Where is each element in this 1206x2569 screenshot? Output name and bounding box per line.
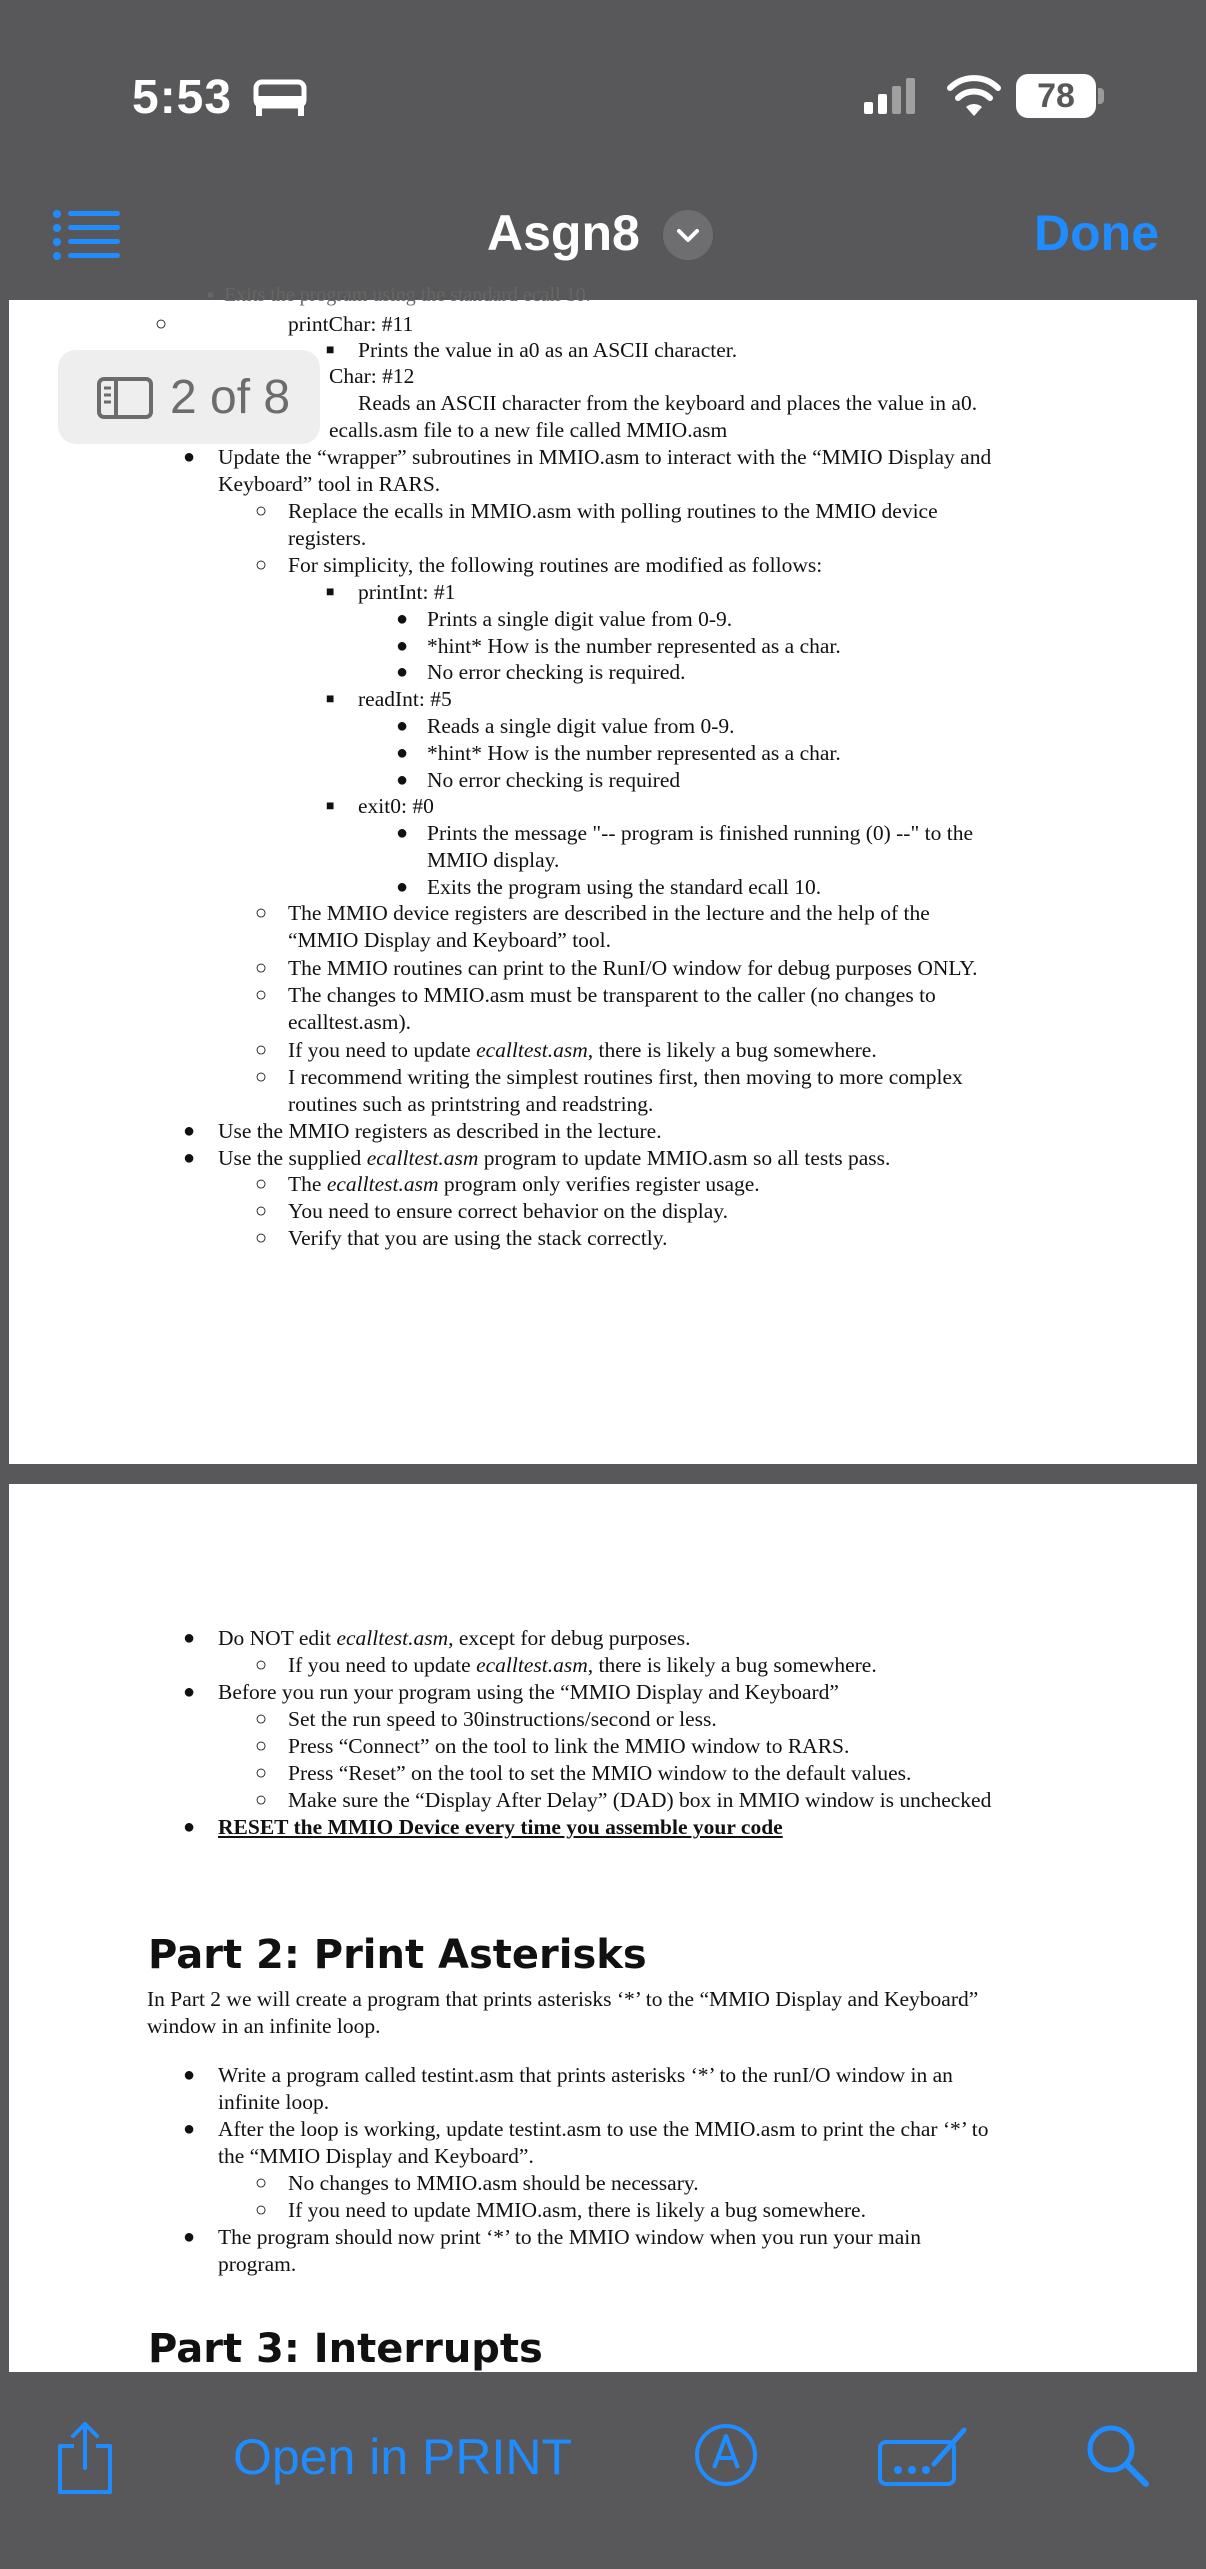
bullet-dot: ● [183,1681,196,1703]
open-in-print-button[interactable]: Open in PRINT [233,2429,573,2485]
doc-line: Exits the program using the standard ecall 10. [427,875,822,899]
doc-line: exit0: #0 [358,794,434,818]
bullet-square: ■ [326,585,335,600]
doc-line: ecalls.asm file to a new file called MMIO.asm [329,418,728,442]
doc-line: Make sure the “Display After Delay” (DAD) box in MMIO window is unchecked [288,1788,992,1812]
bullet-circle: ○ [255,1735,268,1757]
bullet-circle: ○ [255,1708,268,1730]
bullet-dot: ● [183,2226,196,2248]
document-page-2 [9,284,1197,1464]
bullet-dot: ● [183,446,196,468]
doc-text: The [288,1172,327,1196]
doc-line: Char: #12 [329,364,415,388]
bullet-square: ■ [326,343,335,358]
doc-line: The program should now print ‘*’ to the MMIO window when you run your main [218,2225,922,2249]
doc-line: Prints the value in a0 as an ASCII character. [358,338,738,362]
doc-line: the “MMIO Display and Keyboard”. [218,2144,534,2168]
bullet-dot: ● [183,1147,196,1169]
doc-text-italic: ecalltest.asm [476,1653,588,1677]
doc-text: program only verifies register usage. [438,1172,760,1196]
section-heading: Part 3: Interrupts [148,2326,543,2372]
doc-text-italic: ecalltest.asm, [336,1626,454,1650]
doc-text-italic: ecalltest.asm [326,1172,439,1196]
bullet-square: ■ [326,692,335,707]
cellular-signal-icon [862,76,922,116]
doc-line: *hint* How is the number represented as a char. [427,634,841,658]
bottom-toolbar [0,2372,1206,2569]
bullet-circle: ○ [255,1066,268,1088]
doc-line: Verify that you are using the stack correctly. [288,1226,668,1250]
bullet-circle: ○ [155,313,168,335]
sidebar-icon [96,376,154,420]
bullet-dot: ● [396,715,409,737]
doc-line: I recommend writing the simplest routines first, then moving to more complex [288,1065,963,1089]
bullet-dot: ● [183,1120,196,1142]
doc-line: Write a program called testint.asm that prints asterisks ‘*’ to the runI/O window in an [218,2063,953,2087]
doc-line: printInt: #1 [358,580,456,604]
doc-line: registers. [288,526,367,550]
search-icon[interactable] [1084,2422,1150,2488]
doc-line: Update the “wrapper” subroutines in MMIO.asm to interact with the “MMIO Display and [218,445,992,469]
bullet-dot: ● [396,769,409,791]
doc-line: No error checking is required. [427,660,686,684]
bullet-circle: ○ [255,1200,268,1222]
doc-line: You need to ensure correct behavior on the display. [288,1199,729,1223]
doc-text: program to update MMIO.asm so all tests pass. [478,1146,891,1170]
clipped-line: ▪ Exits the program using the standard ecall 10. [207,284,591,306]
doc-line: Replace the ecalls in MMIO.asm with polling routines to the MMIO device [288,499,938,523]
doc-text: , there is likely a bug somewhere. [587,1038,877,1062]
doc-line: printChar: #11 [288,312,414,336]
bullet-dot: ● [396,661,409,683]
doc-line: Reads a single digit value from 0-9. [427,714,735,738]
doc-line: “MMIO Display and Keyboard” tool. [288,928,612,952]
title-menu-button[interactable] [663,210,713,260]
doc-line [288,1652,877,1678]
doc-text-italic: ecalltest.asm [476,1038,588,1062]
bullet-circle: ○ [255,500,268,522]
bullet-dot: ● [396,635,409,657]
bullet-dot: ● [183,1627,196,1649]
document-page-3 [9,1484,1197,2372]
doc-text: except for debug purposes. [453,1626,691,1650]
doc-line: infinite loop. [218,2090,330,2114]
doc-text: Do NOT edit [218,1626,337,1650]
doc-line: program. [218,2252,297,2276]
doc-line: No changes to MMIO.asm should be necessary. [288,2171,699,2195]
bullet-circle: ○ [255,902,268,924]
bullet-dot: ● [396,822,409,844]
doc-text: Use the supplied [218,1146,367,1170]
page-indicator-label: 2 of 8 [170,371,291,424]
bullet-circle: ○ [255,1039,268,1061]
doc-text: If you need to update [288,1038,477,1062]
doc-line: If you need to update MMIO.asm, there is likely a bug somewhere. [288,2198,866,2222]
bullet-circle: ○ [255,1789,268,1811]
doc-line: The MMIO device registers are described in the lecture and the help of the [288,901,930,925]
doc-line: Press “Connect” on the tool to link the MMIO window to RARS. [288,1734,850,1758]
share-icon[interactable] [54,2420,116,2496]
doc-line: For simplicity, the following routines are modified as follows: [288,553,823,577]
document-title[interactable]: Asgn8 [487,205,640,261]
bullet-circle: ○ [255,2172,268,2194]
wifi-icon [946,72,1002,118]
bullet-circle: ○ [255,1654,268,1676]
bullet-dot: ● [183,2064,196,2086]
doc-line: In Part 2 we will create a program that prints asterisks ‘*’ to the “MMIO Display and Keyboard” [147,1987,979,2011]
doc-line [218,1145,890,1171]
signature-icon[interactable] [876,2424,970,2488]
doc-line: Press “Reset” on the tool to set the MMIO window to the default values. [288,1761,912,1785]
bullet-circle: ○ [255,1762,268,1784]
done-button[interactable]: Done [1034,205,1159,261]
bullet-dot: ● [183,2118,196,2140]
bullet-dot: ● [396,876,409,898]
doc-line: The changes to MMIO.asm must be transparent to the caller (no changes to [288,983,936,1007]
doc-line: Keyboard” tool in RARS. [218,472,441,496]
bullet-circle: ○ [255,2199,268,2221]
doc-line: Reads an ASCII character from the keyboard and places the value in a0. [358,391,978,415]
markup-icon[interactable] [693,2422,759,2488]
doc-line: readInt: #5 [358,687,452,711]
battery-nub [1098,88,1104,104]
doc-line: Use the MMIO registers as described in the lecture. [218,1119,662,1143]
bullet-circle: ○ [255,1227,268,1249]
status-time: 5:53 [132,71,233,124]
doc-line: window in an infinite loop. [147,2014,381,2038]
doc-text-italic: ecalltest.asm [366,1146,479,1170]
bullet-circle: ○ [255,554,268,576]
battery-indicator: 78 [1016,74,1096,118]
doc-line-emphasis: RESET the MMIO Device every time you assemble your code [218,1815,783,1839]
section-heading: Part 2: Print Asterisks [148,1932,647,1978]
doc-line [218,1625,691,1651]
doc-line: No error checking is required [427,768,681,792]
doc-line: The MMIO routines can print to the RunI/O window for debug purposes ONLY. [288,956,978,980]
doc-text: If you need to update [288,1653,477,1677]
bullet-dot: ● [396,742,409,764]
doc-text: , there is likely a bug somewhere. [587,1653,877,1677]
list-icon[interactable] [52,208,122,264]
bullet-square: ■ [326,799,335,814]
bullet-dot: ● [396,608,409,630]
doc-line: Prints a single digit value from 0-9. [427,607,733,631]
doc-line: MMIO display. [427,848,560,872]
doc-line: Prints the message "-- program is finished running (0) --" to the [427,821,973,845]
bullet-circle: ○ [255,984,268,1006]
doc-line: routines such as printstring and readstring. [288,1092,654,1116]
bullet-circle: ○ [255,957,268,979]
doc-line: After the loop is working, update testint.asm to use the MMIO.asm to print the char ‘*’ to [218,2117,989,2141]
bullet-dot: ● [183,1816,196,1838]
doc-line [288,1037,877,1063]
doc-line: ecalltest.asm). [288,1010,411,1034]
bullet-circle: ○ [255,1173,268,1195]
doc-line: *hint* How is the number represented as a char. [427,741,841,765]
doc-line: Before you run your program using the “MMIO Display and Keyboard” [218,1680,839,1704]
chevron-down-icon [663,210,713,260]
bed-icon [252,78,308,118]
doc-line [288,1171,760,1197]
doc-line: Set the run speed to 30instructions/second or less. [288,1707,717,1731]
